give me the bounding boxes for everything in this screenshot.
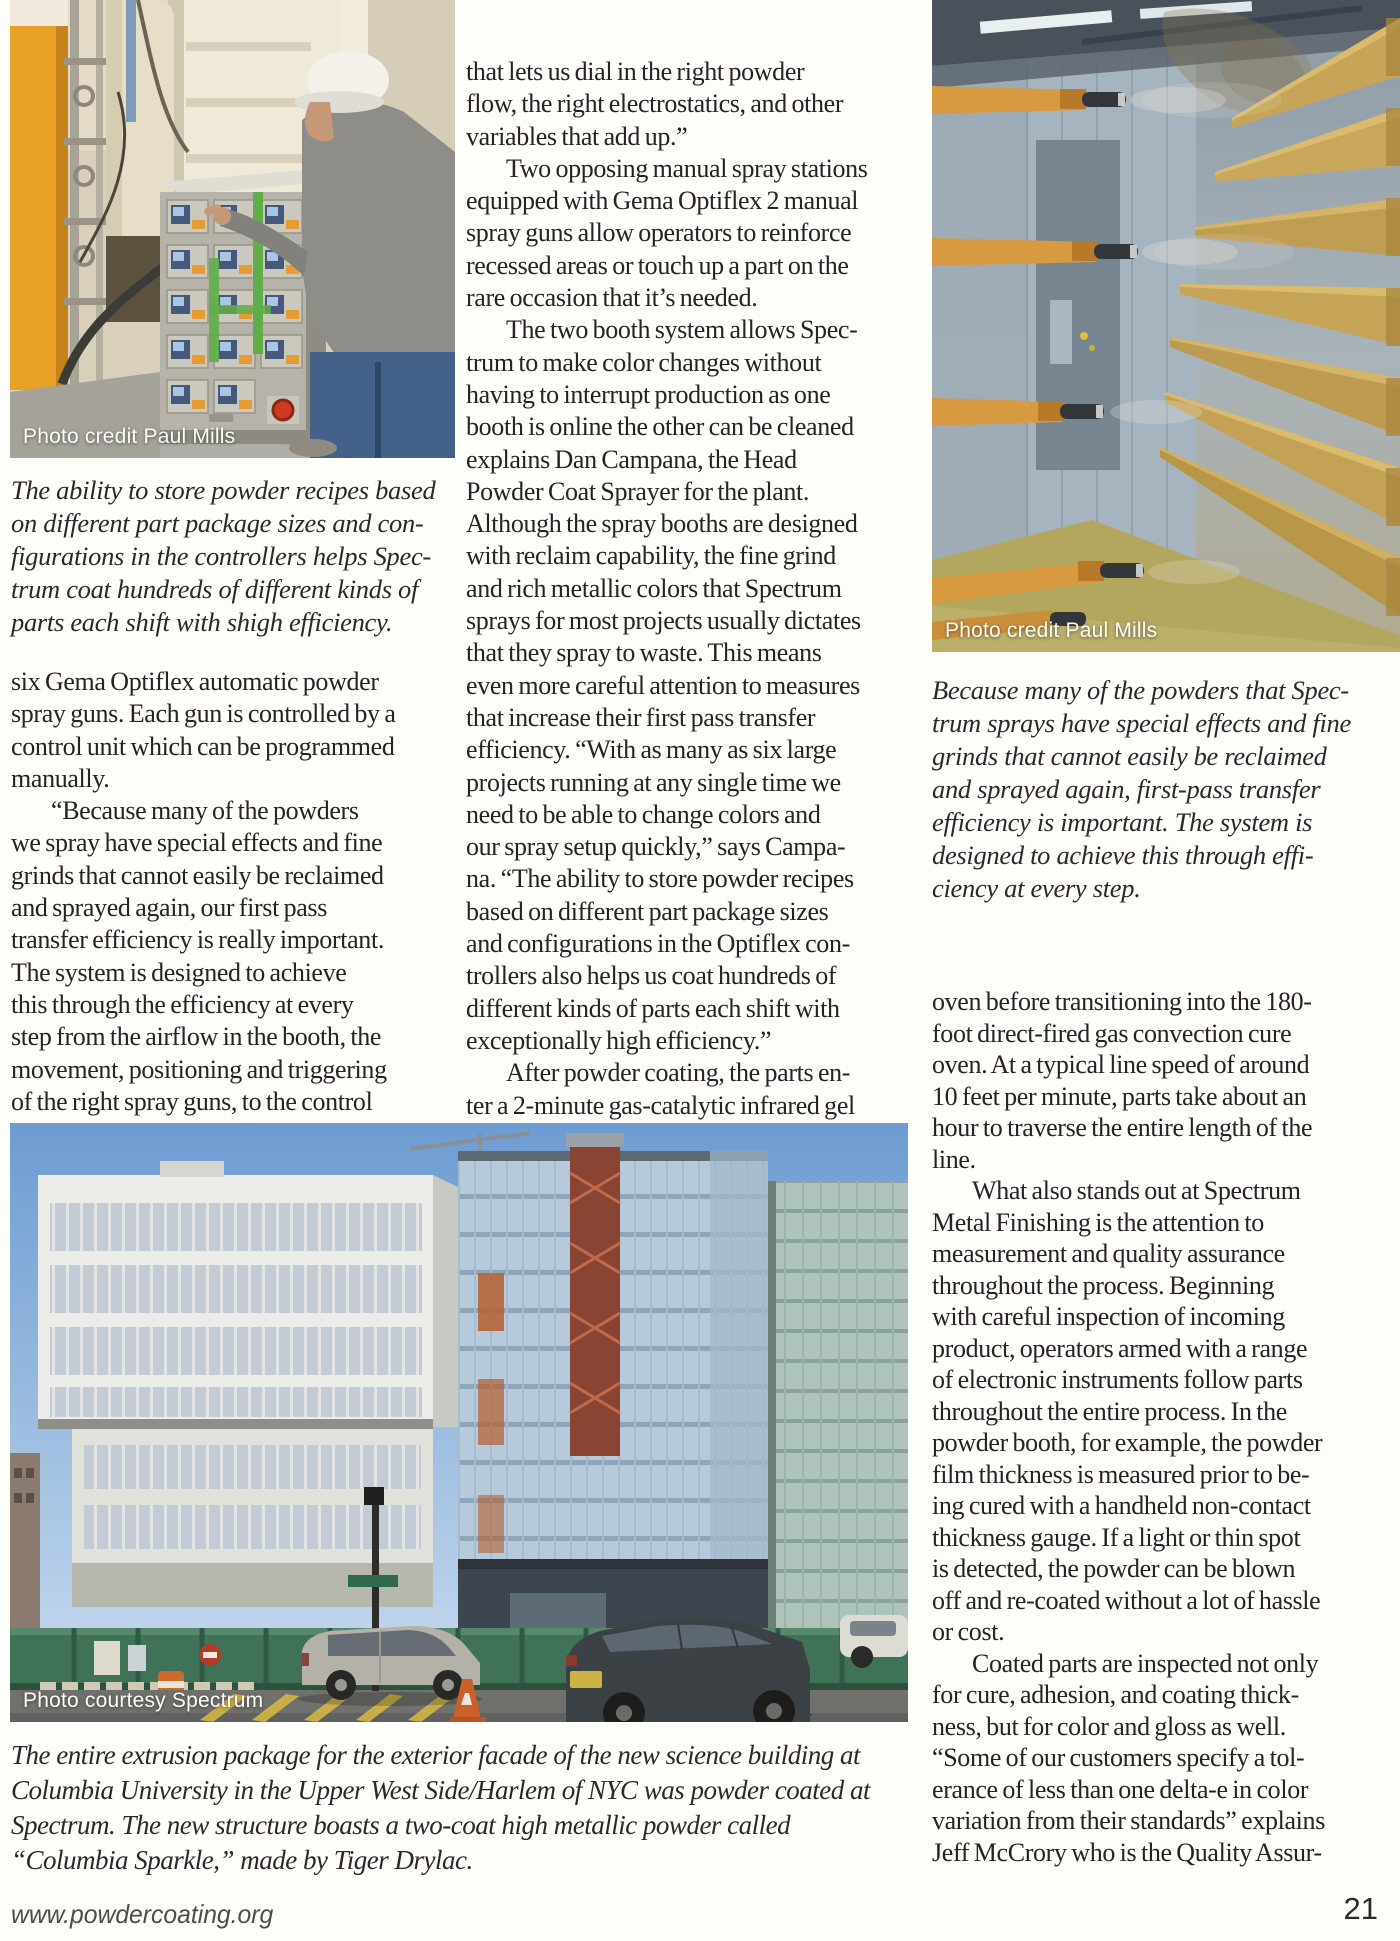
text-line: foot direct-fired gas convection cure: [932, 1018, 1292, 1048]
text-line: and configurations in the Optiflex con-: [466, 929, 850, 959]
text-line: trum sprays have special effects and fine: [932, 708, 1351, 738]
text-line: that increase their first pass transfer: [466, 702, 816, 732]
text-line: equipped with Gema Optiflex 2 manual: [466, 186, 859, 216]
text-line: explains Dan Campana, the Head: [466, 444, 797, 474]
text-line: “Because many of the powders: [51, 796, 359, 826]
text-line: of the right spray guns, to the control: [11, 1086, 373, 1116]
text-line: oven. At a typical line speed of around: [932, 1050, 1310, 1079]
caption-spray-booth: [932, 674, 1372, 905]
controllers-photo-illustration: [10, 0, 455, 458]
control-cabinet: [160, 170, 326, 444]
text-line: grinds that cannot easily be reclaimed: [932, 741, 1327, 771]
text-line: spray guns allow operators to reinforce: [466, 218, 852, 248]
text-line: projects running at any single time we: [466, 767, 841, 797]
text-line: trum to make color changes without: [466, 347, 822, 377]
text-line: with reclaim capability, the fine grind: [466, 541, 836, 571]
paragraph: [466, 153, 912, 314]
text-line: spray guns. Each gun is controlled by a: [11, 699, 396, 729]
text-line: efficiency is important. The system is: [932, 807, 1313, 837]
text-line: booth is online the other can be cleaned: [466, 412, 854, 442]
text-line: trollers also helps us coat hundreds of: [466, 961, 837, 991]
text-line: What also stands out at Spectrum: [972, 1176, 1301, 1205]
text-line: 10 feet per minute, parts take about an: [932, 1081, 1307, 1111]
text-line: recessed areas or touch up a part on the: [466, 250, 849, 280]
text-line: ter a 2-minute gas-catalytic infrared gel: [466, 1090, 855, 1120]
text-line: Two opposing manual spray stations: [506, 153, 868, 183]
text-line: “Some of our customers specify a tol-: [932, 1743, 1305, 1772]
text-line: we spray have special effects and fine: [11, 828, 383, 858]
text-line: based on different part package sizes: [466, 896, 829, 926]
text-line: movement, positioning and triggering: [11, 1054, 387, 1084]
text-line: trum coat hundreds of different kinds of: [11, 574, 419, 604]
jeans: [310, 352, 455, 458]
paragraph: [932, 674, 1372, 905]
paragraph: [11, 666, 457, 795]
text-line: our spray setup quickly,” says Campa-: [466, 832, 846, 862]
paragraph: [932, 986, 1372, 1175]
booth-walls: [932, 40, 1196, 580]
text-line: on different part package sizes and con-: [11, 508, 424, 538]
text-line: even more careful attention to measures: [466, 670, 860, 700]
text-line: The entire extrusion package for the exterior facade of the new science building at: [11, 1740, 861, 1770]
text-line: sprays for most projects usually dictates: [466, 606, 861, 636]
text-line: product, operators armed with a range: [932, 1333, 1308, 1363]
text-line: need to be able to change colors and: [466, 799, 821, 829]
spray-booth-illustration: [932, 0, 1400, 652]
text-line: is detected, the powder can be blown: [932, 1554, 1296, 1583]
text-line: Coated parts are inspected not only: [972, 1648, 1319, 1678]
text-line: step from the airflow in the booth, the: [11, 1022, 382, 1052]
text-line: of electronic instruments follow parts: [932, 1365, 1303, 1394]
text-line: for cure, adhesion, and coating thick-: [932, 1680, 1299, 1709]
caption-controllers: [11, 474, 457, 639]
text-line: line.: [932, 1144, 976, 1174]
text-line: The two booth system allows Spec-: [506, 315, 858, 345]
body-column-right: [932, 986, 1372, 1868]
paragraph: [466, 314, 912, 1057]
text-line: na. “The ability to store powder recipes: [466, 864, 854, 894]
text-line: control unit which can be programmed: [11, 731, 395, 761]
paragraph: [11, 795, 457, 1118]
text-line: Jeff McCrory who is the Quality Assur-: [932, 1837, 1322, 1867]
text-line: figurations in the controllers helps Spec-: [11, 541, 431, 571]
text-line: hour to traverse the entire length of the: [932, 1113, 1313, 1142]
glass-tower: [458, 1133, 768, 1663]
photo-credit-label: Photo credit Paul Mills: [945, 619, 1158, 642]
text-line: grinds that cannot easily be reclaimed: [11, 860, 384, 890]
text-line: powder booth, for example, the powder: [932, 1428, 1323, 1457]
text-line: different kinds of parts each shift with: [466, 993, 840, 1023]
science-building: [38, 1161, 458, 1607]
text-line: parts each shift with shigh efficiency.: [11, 607, 393, 637]
photo-powder-controllers: [10, 0, 455, 458]
text-line: that they spray to waste. This means: [466, 638, 822, 668]
photo-credit-label: Photo credit Paul Mills: [23, 425, 236, 448]
photo-columbia-building: [10, 1123, 908, 1722]
paragraph: [11, 474, 457, 639]
text-line: Although the spray booths are designed: [466, 509, 858, 539]
text-line: ness, but for color and gloss as well.: [932, 1711, 1286, 1741]
building-photo-illustration: [10, 1123, 908, 1722]
text-line: manually.: [11, 763, 110, 793]
photo-spray-booth: [932, 0, 1400, 652]
paragraph: [466, 1057, 912, 1122]
text-line: erance of less than one delta-e in color: [932, 1774, 1309, 1804]
emergency-stop-button: [273, 400, 293, 420]
body-column-left: [11, 666, 457, 1118]
text-line: that lets us dial in the right powder: [466, 57, 805, 86]
text-line: throughout the process. Beginning: [932, 1270, 1275, 1300]
text-line: efficiency. “With as many as six large: [466, 735, 837, 765]
photo-credit-label: Photo courtesy Spectrum: [23, 1689, 264, 1712]
text-line: The system is designed to achieve: [11, 957, 347, 987]
text-line: variation from their standards” explains: [932, 1806, 1325, 1835]
text-line: off and re-coated without a lot of hassle: [932, 1585, 1321, 1615]
text-line: measurement and quality assurance: [932, 1239, 1285, 1268]
text-line: throughout the entire process. In the: [932, 1396, 1288, 1426]
text-line: After powder coating, the parts en-: [506, 1058, 851, 1088]
text-line: film thickness is measured prior to be-: [932, 1459, 1310, 1489]
text-line: flow, the right electrostatics, and other: [466, 89, 844, 119]
text-line: ciency at every step.: [932, 873, 1141, 903]
text-line: or cost.: [932, 1617, 1005, 1646]
text-line: “Columbia Sparkle,” made by Tiger Drylac.: [11, 1845, 473, 1875]
text-line: variables that add up.”: [466, 121, 688, 151]
text-line: ing cured with a handheld non-contact: [932, 1491, 1311, 1520]
caption-building: [11, 1738, 908, 1878]
text-line: this through the efficiency at every: [11, 989, 354, 1019]
text-line: exceptionally high efficiency.”: [466, 1025, 772, 1055]
paragraph: [11, 1738, 908, 1878]
paragraph: [932, 1648, 1372, 1869]
text-line: thickness gauge. If a light or thin spot: [932, 1522, 1301, 1552]
text-line: rare occasion that it’s needed.: [466, 283, 758, 313]
body-column-middle: [466, 56, 912, 1122]
text-line: six Gema Optiflex automatic powder: [11, 667, 379, 696]
text-line: Spectrum. The new structure boasts a two-coat high metallic powder called: [11, 1810, 791, 1840]
text-line: designed to achieve this through effi-: [932, 840, 1314, 870]
text-line: The ability to store powder recipes based: [11, 475, 436, 505]
text-line: Powder Coat Sprayer for the plant.: [466, 476, 810, 506]
text-line: transfer efficiency is really important.: [11, 925, 384, 955]
text-line: with careful inspection of incoming: [932, 1302, 1285, 1331]
page-number: 21: [1343, 1891, 1378, 1926]
text-line: Columbia University in the Upper West Side/Harlem of NYC was powder coated at: [11, 1775, 870, 1805]
text-line: and rich metallic colors that Spectrum: [466, 573, 842, 603]
text-line: oven before transitioning into the 180-: [932, 987, 1312, 1016]
text-line: and sprayed again, our first pass: [11, 893, 327, 923]
text-line: Metal Finishing is the attention to: [932, 1207, 1264, 1237]
paragraph: [932, 1175, 1372, 1648]
neighbor-building: [768, 1181, 908, 1663]
paragraph: [466, 56, 912, 153]
text-line: and sprayed again, first-pass transfer: [932, 774, 1321, 804]
text-line: having to interrupt production as one: [466, 379, 831, 409]
text-line: Because many of the powders that Spec-: [932, 675, 1349, 705]
footer-website-url: www.powdercoating.org: [11, 1899, 274, 1929]
